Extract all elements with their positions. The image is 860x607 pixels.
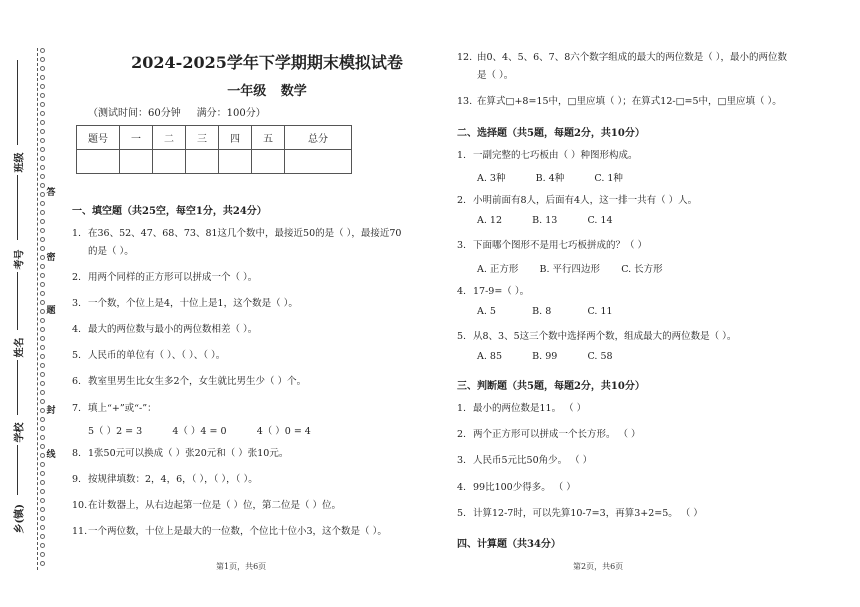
question-text: 99比100少得多。 （ ） xyxy=(473,482,576,493)
question xyxy=(72,225,401,243)
binding-hole xyxy=(40,219,45,224)
binding-hole xyxy=(40,435,45,440)
sign-fill-row: 5（ ）2 = 3 4（ ）4 = 0 4（ ）0 = 4 xyxy=(88,426,311,437)
question-text: 人民币5元比50角少。 （ ） xyxy=(473,455,593,466)
question xyxy=(457,192,697,210)
binding-hole xyxy=(40,543,45,548)
choice-options: A. 85 B. 99 C. 58 xyxy=(477,351,613,362)
choice-options: A. 3种 B. 4种 C. 1种 xyxy=(477,173,623,184)
section-heading: 三、判断题（共5题，每题2分，共10分） xyxy=(457,381,645,392)
binding-hole xyxy=(40,507,45,512)
binding-hole xyxy=(40,471,45,476)
score-cell[interactable] xyxy=(77,150,120,174)
question-text: 小明前面有8人，后面有4人，这一排一共有（ ）人。 xyxy=(473,195,698,206)
section-heading: 二、选择题（共5题，每题2分，共10分） xyxy=(457,128,645,139)
question-number: 2. xyxy=(457,429,467,440)
score-cell[interactable] xyxy=(219,150,252,174)
binding-hole xyxy=(40,444,45,449)
binding-hole xyxy=(40,498,45,503)
question xyxy=(72,471,258,489)
binding-hole xyxy=(40,282,45,287)
class-line xyxy=(17,60,18,145)
binding-hole xyxy=(40,147,45,152)
score-cell[interactable] xyxy=(252,150,285,174)
section-heading: 四、计算题（共34分） xyxy=(457,539,561,550)
binding-hole xyxy=(40,381,45,386)
question-text: 填上“+”或“-”： xyxy=(88,403,157,414)
question xyxy=(72,497,341,515)
class-field-label: 班级 xyxy=(14,152,26,173)
question xyxy=(457,505,703,523)
question-text: 人民币的单位有（ ）、（ ）、（ ）。 xyxy=(88,350,226,361)
question-text: 用两个同样的正方形可以拼成一个（ ）。 xyxy=(88,272,258,283)
binding-hole xyxy=(40,264,45,269)
question-number: 9. xyxy=(72,474,82,485)
binding-hole xyxy=(40,516,45,521)
seal-char: 线 xyxy=(46,450,56,460)
binding-hole xyxy=(40,129,45,134)
choice-options: A. 5 B. 8 C. 11 xyxy=(477,306,613,317)
binding-hole xyxy=(40,426,45,431)
question-number: 4. xyxy=(457,286,467,297)
binding-hole xyxy=(40,255,45,260)
question-text: 从8、3、5这三个数中选择两个数，组成最大的两位数是（ ）。 xyxy=(473,331,737,342)
town-field-label: 乡(镇) xyxy=(14,504,26,534)
question-number: 5. xyxy=(457,331,467,342)
question xyxy=(457,237,647,255)
binding-hole xyxy=(40,408,45,413)
question xyxy=(457,426,641,444)
seal-char: 密 xyxy=(46,253,56,263)
binding-hole xyxy=(40,201,45,206)
question-number: 1. xyxy=(457,150,467,161)
question-number: 5. xyxy=(72,350,82,361)
question xyxy=(457,452,592,470)
binding-hole xyxy=(40,48,45,53)
exam-no-line xyxy=(17,175,18,240)
binding-hole xyxy=(40,192,45,197)
score-table-header-row xyxy=(77,126,352,150)
section-heading: 一、填空题（共25空，每空1分，共24分） xyxy=(72,206,267,217)
question-number: 1. xyxy=(457,403,467,414)
school-field-label: 学校 xyxy=(14,422,26,443)
question-text: 计算12-7时，可以先算10-7=3，再算3+2=5。 （ ） xyxy=(473,508,703,519)
question xyxy=(457,400,586,418)
binding-hole xyxy=(40,318,45,323)
name-line xyxy=(17,272,18,330)
score-table-blank-row xyxy=(77,150,352,174)
score-table-header: 二 xyxy=(153,126,186,150)
binding-hole xyxy=(40,165,45,170)
binding-hole xyxy=(40,327,45,332)
binding-hole xyxy=(40,183,45,188)
binding-hole xyxy=(40,237,45,242)
page-footer: 第1页，共6页 xyxy=(216,562,267,571)
exam-info: （测试时间：60分钟 满分：100分） xyxy=(88,108,266,119)
question-text: 在算式□+8=15中，□里应填（ ）；在算式12-□=5中，□里应填（ ）。 xyxy=(477,96,782,107)
question-number: 4. xyxy=(72,324,82,335)
question xyxy=(457,328,736,346)
question-continuation: 的是（ ）。 xyxy=(88,246,134,257)
question xyxy=(72,445,288,463)
binding-hole xyxy=(40,156,45,161)
question-text: 1张50元可以换成（ ）张20元和（ ）张10元。 xyxy=(88,448,289,459)
question-number: 2. xyxy=(457,195,467,206)
binding-hole xyxy=(40,57,45,62)
question-text: 一个数，个位上是4，十位上是1，这个数是（ ）。 xyxy=(88,298,298,309)
question-text: 按规律填数：2，4，6，（ ），（ ），（ ）。 xyxy=(88,474,258,485)
question-text: 一个两位数，十位上是最大的一位数，个位比十位小3，这个数是（ ）。 xyxy=(88,526,387,537)
score-table-header: 总分 xyxy=(285,126,352,150)
question-text: 17-9=（ ）。 xyxy=(473,286,530,297)
score-cell[interactable] xyxy=(285,150,352,174)
question-text: 在计数器上，从右边起第一位是（ ）位，第二位是（ ）位。 xyxy=(88,500,342,511)
binding-hole xyxy=(40,309,45,314)
choice-options: A. 12 B. 13 C. 14 xyxy=(477,215,613,226)
binding-hole xyxy=(40,138,45,143)
binding-hole xyxy=(40,228,45,233)
question-text: 教室里男生比女生多2个，女生就比男生少（ ）个。 xyxy=(88,376,307,387)
binding-hole xyxy=(40,246,45,251)
binding-hole xyxy=(40,345,45,350)
binding-hole xyxy=(40,399,45,404)
page-footer: 第2页，共6页 xyxy=(573,562,624,571)
question xyxy=(457,479,576,497)
question-text: 一副完整的七巧板由（ ）种图形构成。 xyxy=(473,150,638,161)
score-cell[interactable] xyxy=(153,150,186,174)
question-text: 最大的两位数与最小的两位数相差（ ）。 xyxy=(88,324,258,335)
binding-hole xyxy=(40,552,45,557)
binding-hole xyxy=(40,480,45,485)
score-cell[interactable] xyxy=(186,150,219,174)
question-continuation: 是（ ）。 xyxy=(477,70,514,81)
seal-char: 题 xyxy=(46,306,56,316)
question-number: 3. xyxy=(457,240,467,251)
binding-hole xyxy=(40,210,45,215)
score-table xyxy=(76,125,352,174)
binding-strip xyxy=(0,0,58,607)
question-number: 10. xyxy=(72,500,88,511)
binding-hole xyxy=(40,102,45,107)
exam-title: 2024-2025学年下学期期末模拟试卷 xyxy=(131,53,403,72)
question xyxy=(72,295,298,313)
question-text: 由0、4、5、6、7、8六个数字组成的最大的两位数是（ ），最小的两位数 xyxy=(477,52,788,63)
binding-hole xyxy=(40,561,45,566)
score-table-header: 题号 xyxy=(77,126,120,150)
question-number: 3. xyxy=(72,298,82,309)
exam-subtitle: 一年级 数学 xyxy=(227,84,307,99)
binding-hole xyxy=(40,75,45,80)
binding-hole xyxy=(40,300,45,305)
binding-hole xyxy=(40,453,45,458)
question xyxy=(457,93,782,111)
question xyxy=(457,283,529,301)
question-number: 2. xyxy=(72,272,82,283)
exam-no-field-label: 考号 xyxy=(14,249,26,270)
binding-hole xyxy=(40,363,45,368)
score-table-header: 四 xyxy=(219,126,252,150)
binding-hole xyxy=(40,120,45,125)
binding-hole xyxy=(40,417,45,422)
question xyxy=(457,49,787,67)
question-number: 6. xyxy=(72,376,82,387)
question-text: 最小的两位数是11。 （ ） xyxy=(473,403,587,414)
question xyxy=(457,147,638,165)
binding-hole xyxy=(40,534,45,539)
name-field-label: 姓名 xyxy=(14,337,26,358)
question-text: 两个正方形可以拼成一个长方形。 （ ） xyxy=(473,429,641,440)
question-text: 下面哪个图形不是用七巧板拼成的？（ ） xyxy=(473,240,648,251)
seal-dashed-line xyxy=(37,48,38,570)
question-number: 12. xyxy=(457,52,473,63)
seal-char: 答 xyxy=(46,188,56,198)
binding-hole xyxy=(40,489,45,494)
binding-hole xyxy=(40,354,45,359)
question-number: 4. xyxy=(457,482,467,493)
school-line xyxy=(17,360,18,415)
town-line xyxy=(17,445,18,495)
question-number: 11. xyxy=(72,526,88,537)
question xyxy=(72,373,306,391)
binding-hole xyxy=(40,525,45,530)
question-number: 8. xyxy=(72,448,82,459)
binding-hole xyxy=(40,111,45,116)
question-number: 5. xyxy=(457,508,467,519)
binding-hole xyxy=(40,66,45,71)
binding-hole xyxy=(40,174,45,179)
score-table-header: 五 xyxy=(252,126,285,150)
question xyxy=(72,269,257,287)
question-number: 3. xyxy=(457,455,467,466)
binding-hole xyxy=(40,390,45,395)
binding-hole xyxy=(40,336,45,341)
score-table-header: 三 xyxy=(186,126,219,150)
question-text: 在36、52、47、68、73、81这几个数中，最接近50的是（ ），最接近70 xyxy=(88,228,402,239)
question-number: 13. xyxy=(457,96,473,107)
binding-hole xyxy=(40,84,45,89)
score-cell[interactable] xyxy=(120,150,153,174)
choice-options: A. 正方形 B. 平行四边形 C. 长方形 xyxy=(477,264,663,275)
question-number: 1. xyxy=(72,228,82,239)
score-table-header: 一 xyxy=(120,126,153,150)
binding-hole xyxy=(40,273,45,278)
question xyxy=(72,321,257,339)
question-number: 7. xyxy=(72,403,82,414)
binding-hole xyxy=(40,291,45,296)
binding-hole xyxy=(40,372,45,377)
binding-hole xyxy=(40,462,45,467)
question xyxy=(72,400,157,418)
seal-char: 封 xyxy=(46,406,56,416)
question xyxy=(72,523,387,541)
question xyxy=(72,347,225,365)
binding-hole xyxy=(40,93,45,98)
